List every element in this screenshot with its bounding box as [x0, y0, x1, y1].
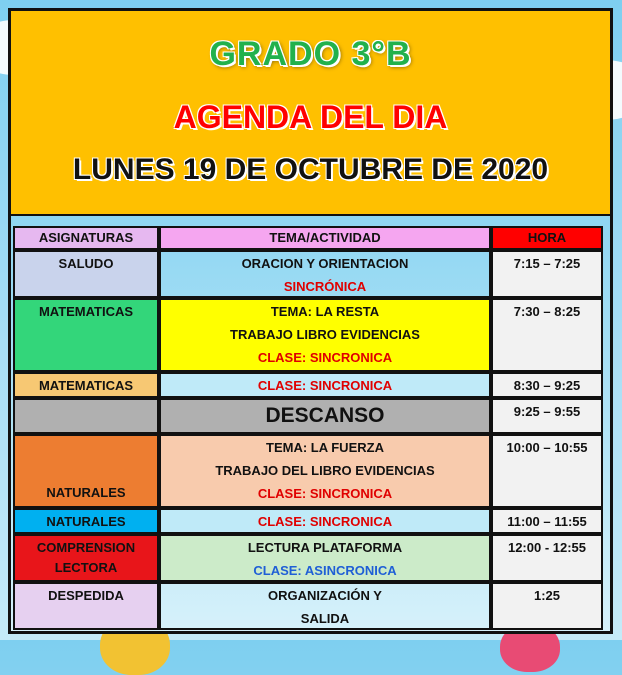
mode-label: CLASE: SINCRONICA: [257, 350, 393, 365]
time-label: 1:25: [533, 588, 561, 603]
activity-line: LECTURA PLATAFORMA: [247, 540, 403, 555]
agenda-title: AGENDA DEL DIA: [173, 99, 448, 135]
table-row-subject: [13, 298, 159, 372]
time-label: 9:25 – 9:55: [513, 404, 581, 419]
table-row-activity: [159, 398, 491, 434]
grade-title: GRADO 3°B: [209, 35, 412, 73]
activity-line: TEMA: LA FUERZA: [266, 440, 384, 455]
time-label: 12:00 - 12:55: [507, 540, 587, 555]
time-label: 10:00 – 10:55: [506, 440, 588, 455]
break-label: DESCANSO: [265, 404, 385, 427]
activity-line: TRABAJO LIBRO EVIDENCIAS: [230, 327, 420, 342]
activity-line: ORACION Y ORIENTACION: [241, 256, 409, 271]
table-row-activity: [159, 534, 491, 582]
table-row-activity: [159, 250, 491, 298]
subject-label: DESPEDIDA: [48, 588, 124, 603]
table-row-subject: [13, 582, 159, 630]
subject-label: NATURALES: [46, 485, 126, 500]
table-row-time: [491, 298, 603, 372]
subject-label: MATEMATICAS: [38, 304, 134, 319]
table-row-subject: [13, 534, 159, 582]
table-row-time: [491, 582, 603, 630]
table-row-subject: [13, 434, 159, 508]
table-row-time: [491, 534, 603, 582]
subject-label: NATURALES: [46, 514, 126, 529]
mode-label: CLASE: SINCRONICA: [257, 514, 393, 529]
agenda-card: [8, 8, 613, 634]
time-label: 7:15 – 7:25: [513, 256, 581, 271]
header-subject: ASIGNATURAS: [13, 226, 159, 250]
date-title: LUNES 19 DE OCTUBRE DE 2020: [72, 153, 549, 186]
table-row-time: [491, 508, 603, 534]
table-row-activity: [159, 372, 491, 398]
time-label: 7:30 – 8:25: [513, 304, 581, 319]
subject-label: COMPRENSION LECTORA: [36, 540, 136, 575]
table-row-subject: [13, 398, 159, 434]
mode-label: CLASE: SINCRONICA: [257, 486, 393, 501]
table-row-time: [491, 398, 603, 434]
activity-line: TRABAJO DEL LIBRO EVIDENCIAS: [215, 463, 435, 478]
activity-line: TEMA: LA RESTA: [270, 304, 380, 319]
table-row-subject: [13, 372, 159, 398]
schedule-table: [11, 216, 610, 631]
header-time: HORA: [491, 226, 603, 250]
mode-label: CLASE: ASINCRONICA: [253, 563, 397, 578]
table-row-time: [491, 372, 603, 398]
time-label: 11:00 – 11:55: [507, 514, 587, 529]
mode-label: CLASE: SINCRONICA: [257, 378, 393, 393]
mode-label: SINCRÓNICA: [283, 279, 367, 294]
subject-label: MATEMATICAS: [38, 378, 134, 393]
agenda-header: [11, 11, 610, 216]
table-row-subject: [13, 508, 159, 534]
header-activity: TEMA/ACTIVIDAD: [159, 226, 491, 250]
table-row-activity: [159, 508, 491, 534]
activity-line: SALIDA: [300, 611, 350, 626]
time-label: 8:30 – 9:25: [513, 378, 581, 393]
table-row-activity: [159, 434, 491, 508]
subject-label: SALUDO: [58, 256, 114, 271]
table-row-time: [491, 250, 603, 298]
table-row-activity: [159, 582, 491, 630]
table-row-time: [491, 434, 603, 508]
activity-line: ORGANIZACIÓN Y: [268, 588, 382, 603]
table-row-activity: [159, 298, 491, 372]
table-row-subject: [13, 250, 159, 298]
